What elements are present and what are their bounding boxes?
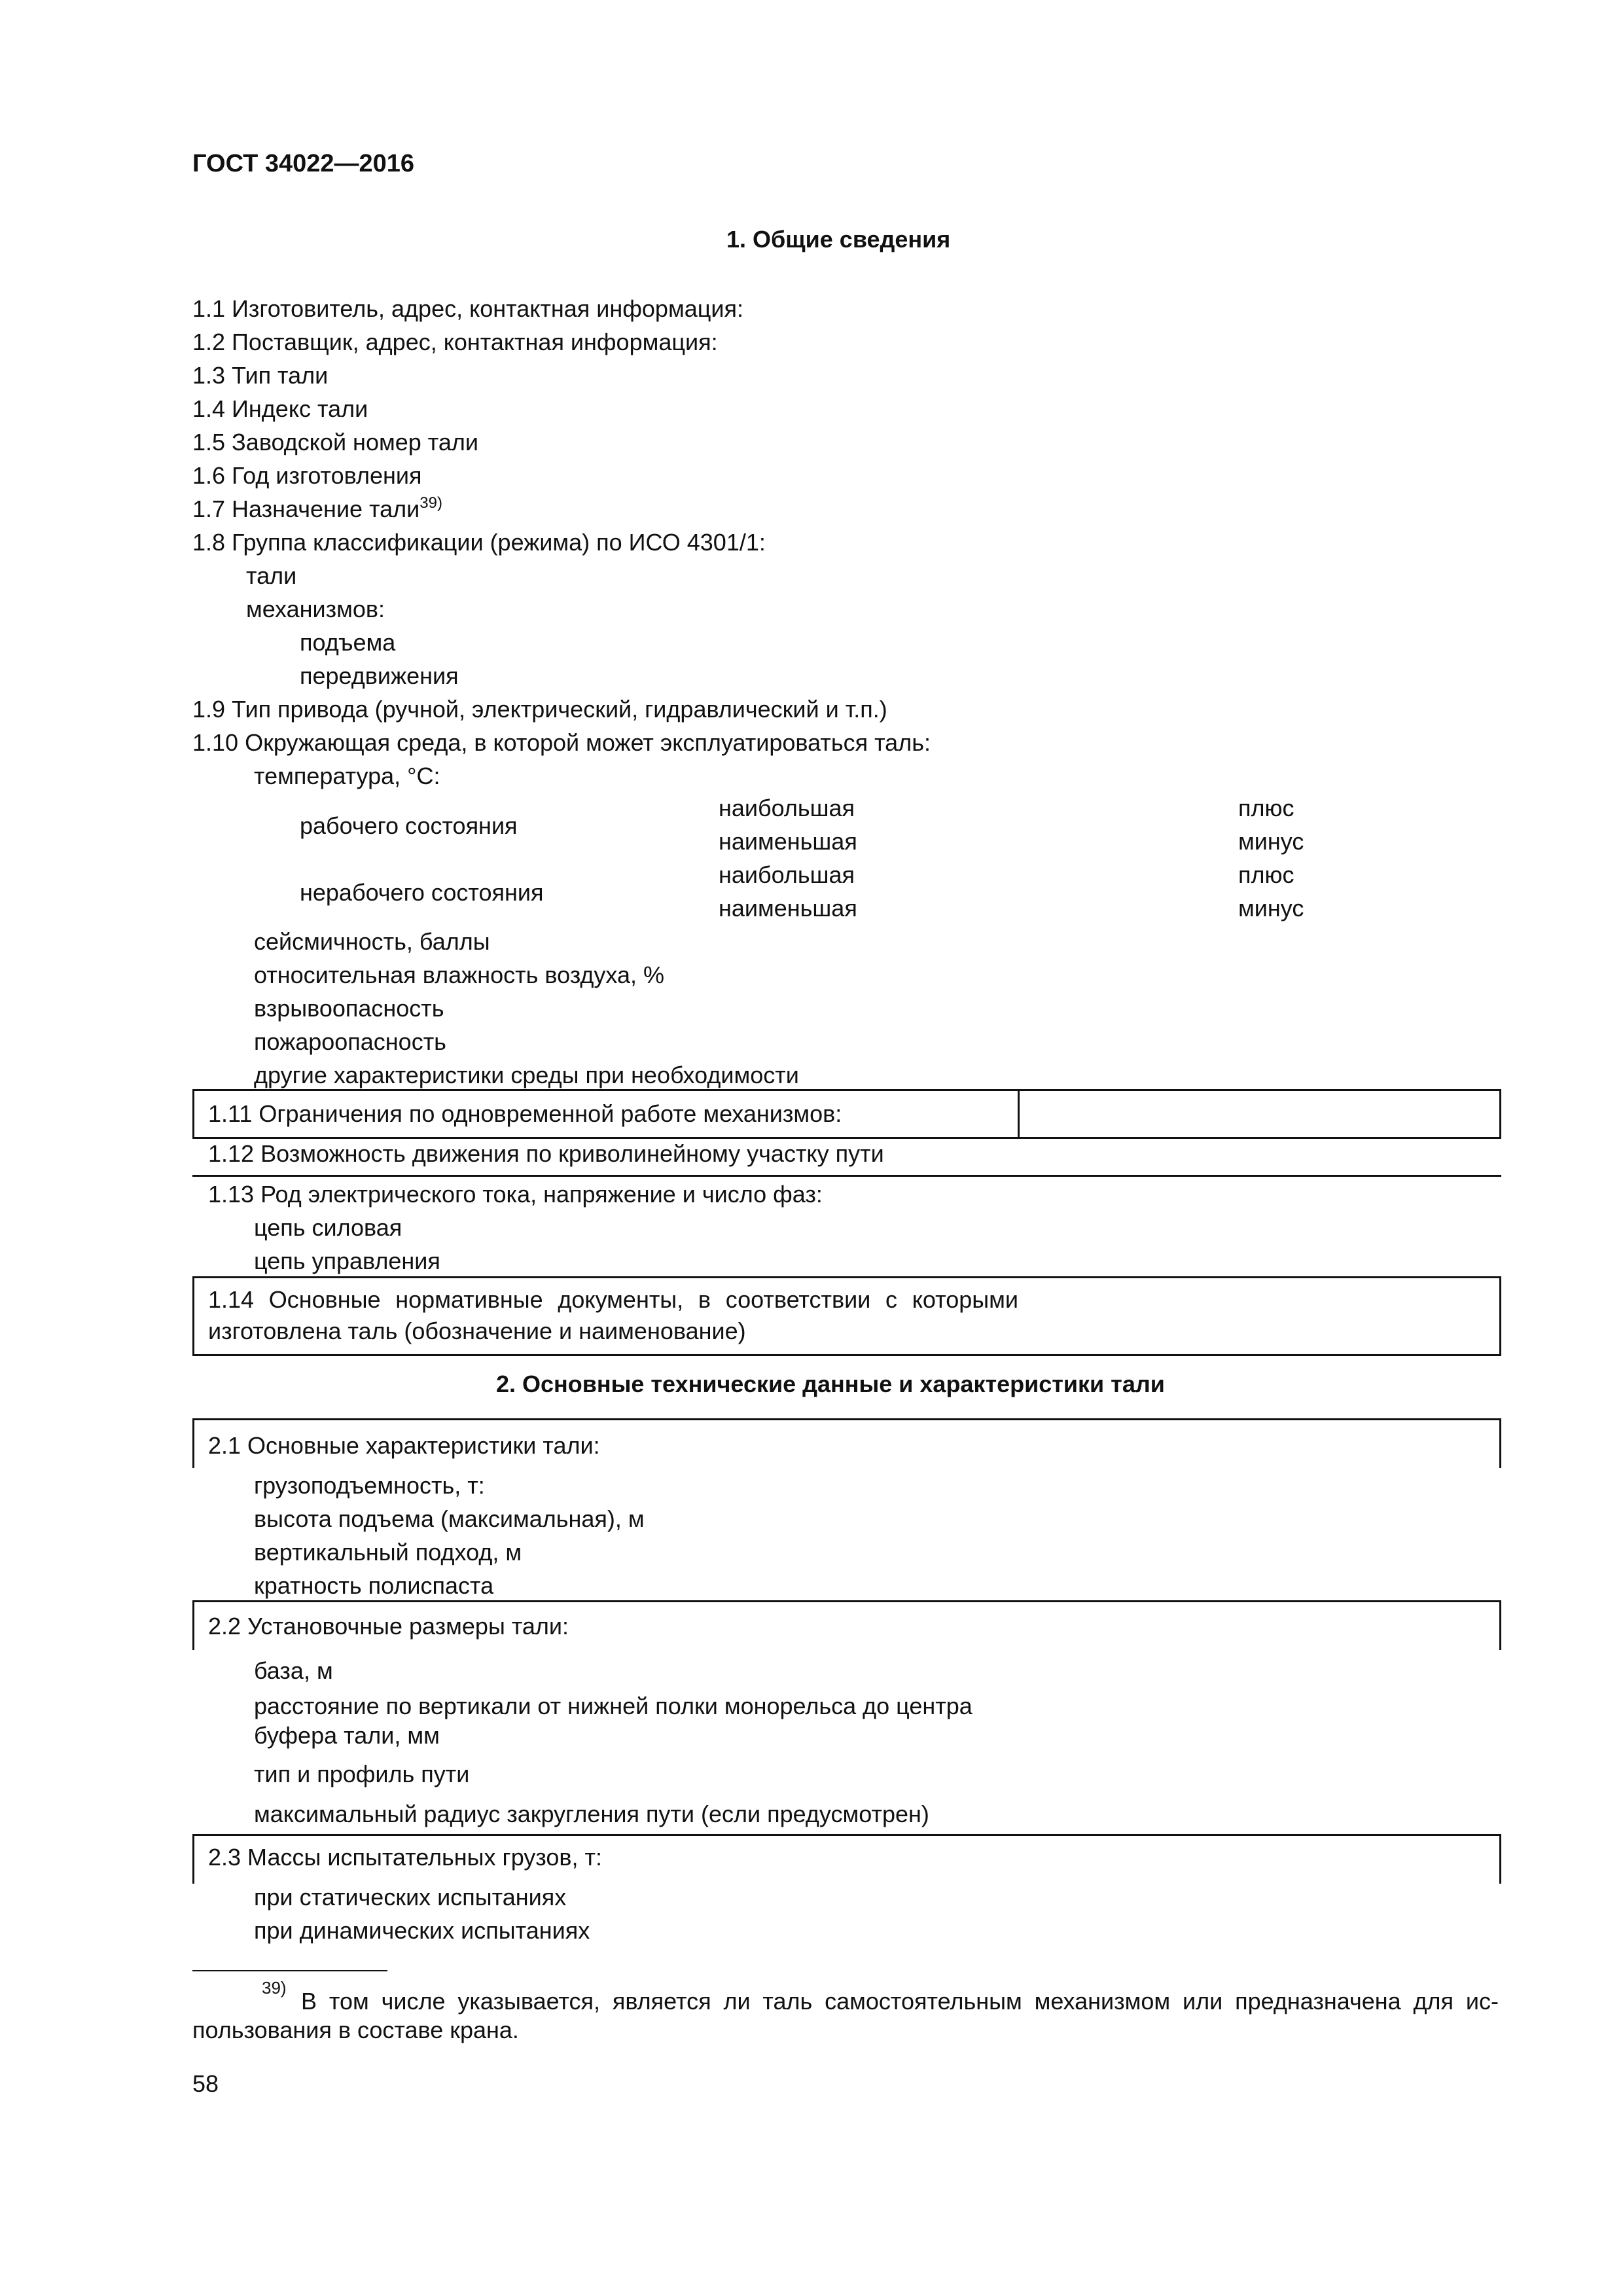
item-1-11: 1.11 Ограничения по одновременной работе механизмов: bbox=[208, 1100, 842, 1127]
item-1-8: 1.8 Группа классификации (режима) по ИСО 4301/1: bbox=[192, 529, 766, 556]
working-min-label: наименьшая bbox=[719, 828, 857, 855]
footnote-line-1: В том числе указывается, является ли таль самостоятельным механизмом или предназначена для ис- bbox=[301, 1988, 1499, 2015]
item-1-3: 1.3 Тип тали bbox=[192, 362, 329, 389]
item-1-10: 1.10 Окружающая среда, в которой может эксплуатироваться таль: bbox=[192, 729, 931, 756]
item-2-1-right-rule bbox=[1499, 1418, 1501, 1468]
vertical-approach-label: вертикальный подход, м bbox=[254, 1539, 522, 1566]
item-1-12-rule bbox=[192, 1175, 1501, 1177]
nonworking-min-label: наименьшая bbox=[719, 895, 857, 922]
humidity-label: относительная влажность воздуха, % bbox=[254, 961, 665, 988]
nonworking-plus-label: плюс bbox=[1238, 861, 1294, 888]
item-1-8-lifting: подъема bbox=[300, 629, 396, 656]
item-2-1-left-rule bbox=[192, 1418, 194, 1468]
item-2-2: 2.2 Установочные размеры тали: bbox=[208, 1613, 569, 1640]
working-max-label: наибольшая bbox=[719, 795, 855, 821]
other-characteristics-label: другие характеристики среды при необходимости bbox=[254, 1062, 799, 1088]
capacity-label: грузоподъемность, т: bbox=[254, 1472, 485, 1499]
nonworking-state-label: нерабочего состояния bbox=[300, 879, 544, 906]
item-2-2-right-rule bbox=[1499, 1600, 1501, 1650]
item-1-8-travel: передвижения bbox=[300, 662, 459, 689]
base-label: база, м bbox=[254, 1657, 333, 1684]
nonworking-minus-label: минус bbox=[1238, 895, 1304, 922]
item-2-2-left-rule bbox=[192, 1600, 194, 1650]
footnote-separator bbox=[192, 1970, 387, 1971]
document-code: ГОСТ 34022—2016 bbox=[192, 150, 415, 177]
working-state-label: рабочего состояния bbox=[300, 812, 518, 839]
item-2-2-top-rule bbox=[192, 1600, 1501, 1602]
max-radius-label: максимальный радиус закругления пути (если предусмотрен) bbox=[254, 1801, 929, 1827]
nonworking-max-label: наибольшая bbox=[719, 861, 855, 888]
item-1-4: 1.4 Индекс тали bbox=[192, 395, 368, 422]
item-1-8-mechanisms: механизмов: bbox=[246, 596, 385, 622]
footnote-line-2: пользования в составе крана. bbox=[192, 2017, 519, 2043]
item-2-3-left-rule bbox=[192, 1834, 194, 1884]
item-2-3-right-rule bbox=[1499, 1834, 1501, 1884]
track-type-label: тип и профиль пути bbox=[254, 1761, 470, 1787]
item-1-11-divider bbox=[1018, 1089, 1020, 1139]
item-1-6: 1.6 Год изготовления bbox=[192, 462, 422, 489]
item-1-5: 1.5 Заводской номер тали bbox=[192, 429, 478, 456]
vertical-distance-label-2: буфера тали, мм bbox=[254, 1722, 440, 1749]
fire-hazard-label: пожароопасность bbox=[254, 1028, 446, 1055]
vertical-distance-label-1: расстояние по вертикали от нижней полки монорельса до центра bbox=[254, 1693, 972, 1719]
dynamic-test-label: при динамических испытаниях bbox=[254, 1917, 590, 1944]
item-1-2: 1.2 Поставщик, адрес, контактная информация: bbox=[192, 329, 718, 355]
reeving-label: кратность полиспаста bbox=[254, 1572, 494, 1599]
item-1-12: 1.12 Возможность движения по криволинейному участку пути bbox=[208, 1140, 884, 1167]
working-minus-label: минус bbox=[1238, 828, 1304, 855]
item-1-14-line2: изготовлена таль (обозначение и наименование) bbox=[208, 1318, 746, 1344]
item-1-7 bbox=[192, 495, 442, 527]
item-2-3-top-rule bbox=[192, 1834, 1501, 1836]
section-2-title: 2. Основные технические данные и характеристики тали bbox=[496, 1371, 1165, 1397]
working-plus-label: плюс bbox=[1238, 795, 1294, 821]
lift-height-label: высота подъема (максимальная), м bbox=[254, 1505, 645, 1532]
item-1-8-hoist: тали bbox=[246, 562, 297, 589]
item-2-3: 2.3 Массы испытательных грузов, т: bbox=[208, 1844, 603, 1871]
page-number: 58 bbox=[192, 2070, 219, 2097]
item-1-9: 1.9 Тип привода (ручной, электрический, гидравлический и т.п.) bbox=[192, 696, 887, 723]
explosion-hazard-label: взрывоопасность bbox=[254, 995, 444, 1022]
footnote-ref: 39) bbox=[419, 494, 442, 512]
item-1-1: 1.1 Изготовитель, адрес, контактная информация: bbox=[192, 295, 743, 322]
footnote-mark: 39) bbox=[262, 1978, 287, 1998]
control-circuit-label: цепь управления bbox=[254, 1247, 440, 1274]
item-2-1-top-rule bbox=[192, 1418, 1501, 1420]
static-test-label: при статических испытаниях bbox=[254, 1884, 567, 1910]
section-1-title: 1. Общие сведения bbox=[726, 226, 951, 253]
item-1-14-line1: 1.14 Основные нормативные документы, в соответствии с которыми bbox=[208, 1286, 1018, 1313]
power-circuit-label: цепь силовая bbox=[254, 1214, 402, 1241]
item-1-13: 1.13 Род электрического тока, напряжение и число фаз: bbox=[208, 1181, 823, 1208]
item-1-7-text: 1.7 Назначение тали bbox=[192, 495, 420, 522]
item-2-1: 2.1 Основные характеристики тали: bbox=[208, 1432, 600, 1459]
temperature-label: температура, °С: bbox=[254, 762, 440, 789]
seismicity-label: сейсмичность, баллы bbox=[254, 928, 490, 955]
